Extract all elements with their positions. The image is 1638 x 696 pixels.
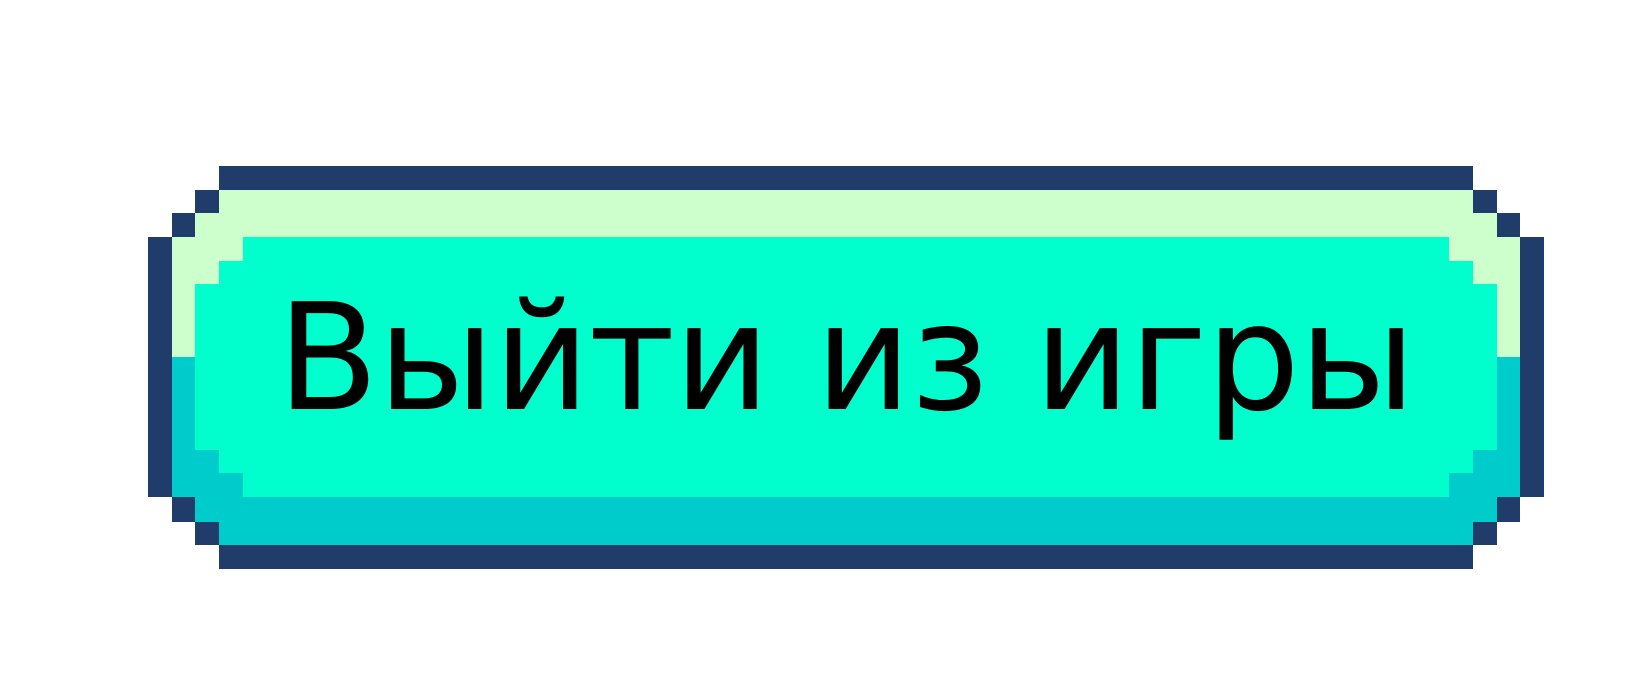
button-label: Выйти из игры — [277, 272, 1415, 444]
button-face — [195, 237, 1497, 497]
